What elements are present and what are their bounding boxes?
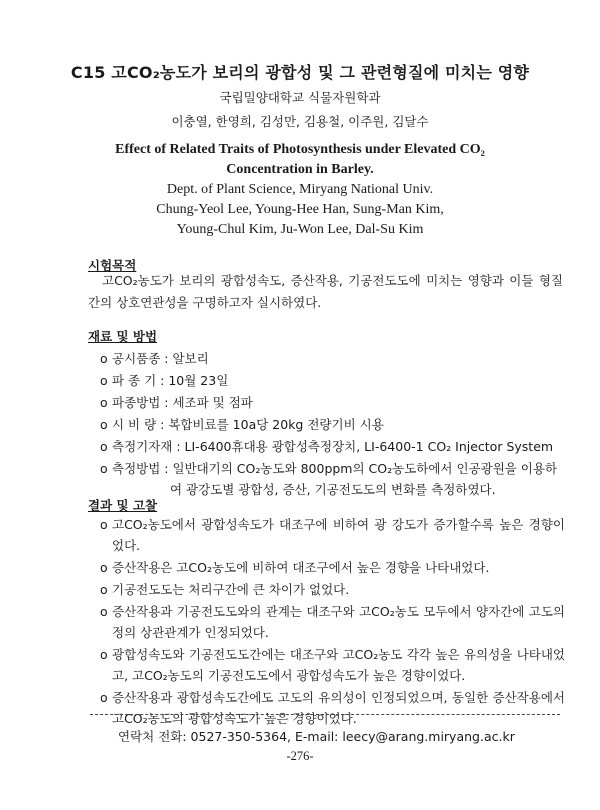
list-item [100, 601, 565, 643]
list-item [100, 436, 565, 457]
affiliation-english: Dept. of Plant Science, Miryang National Univ. [166, 182, 434, 197]
list-item-text [112, 458, 565, 500]
list-item-text: 파종방법 : 세조파 및 점파 [112, 395, 253, 410]
bullet-marker: o [100, 373, 108, 388]
list-item-text: 증산작용과 기공전도도와의 관계는 대조구와 고CO₂농도 모두에서 양자간에 고도의 정의 상관관계가 인정되었다. [112, 604, 565, 640]
methods-list [100, 348, 565, 501]
authors-korean: 이충열, 한영희, 김성만, 김용철, 이주원, 김달수 [171, 114, 429, 129]
list-item [100, 414, 565, 435]
list-item-text: 광합성속도와 기공전도도간에는 대조구와 고CO₂농도 각각 높은 유의성을 나타내었고, 고CO₂농도의 기공전도도에서 광합성속도가 높은 경향이었다. [112, 647, 565, 683]
list-item [100, 687, 565, 729]
bullet-marker: o [100, 604, 108, 619]
bullet-marker: o [100, 647, 108, 662]
bullet-marker: o [100, 690, 108, 705]
list-item-line-1: 측정방법 : 일반대기의 CO₂농도와 800ppm의 CO₂농도하에서 인공광원을 이용하 [112, 461, 558, 476]
contact-info: 연락처 전화: 0527-350-5364, E-mail: leecy@arang.miryang.ac.kr [118, 729, 515, 744]
list-item-text: 증산작용은 고CO₂농도에 비하여 대조구에서 높은 경향을 나타내었다. [112, 560, 490, 575]
affiliation-korean: 국립밀양대학교 식물자원학과 [219, 90, 381, 105]
list-item [100, 392, 565, 413]
list-item-text: 공시품종 : 알보리 [112, 351, 209, 366]
list-item-text: 파 종 기 : 10월 23일 [112, 373, 229, 388]
authors-english-line-2: Young-Chul Kim, Ju-Won Lee, Dal-Su Kim [176, 222, 424, 237]
bullet-marker: o [100, 439, 108, 454]
results-list [100, 514, 565, 730]
list-item-text: 시 비 량 : 복합비료를 10a당 20kg 전량기비 시용 [112, 417, 384, 432]
bullet-marker: o [100, 560, 108, 575]
bullet-marker: o [100, 517, 108, 532]
list-item-text: 증산작용과 광합성속도간에도 고도의 유의성이 인정되었으며, 동일한 증산작용에서 고CO₂농도의 광합성속도가 높은 경향이었다. [112, 690, 565, 726]
english-title [0, 140, 600, 180]
list-item [100, 458, 565, 500]
results-heading: 결과 및 고찰 [88, 498, 158, 513]
bullet-marker: o [100, 395, 108, 410]
list-item [100, 514, 565, 556]
objective-heading: 시험목적 [88, 258, 137, 273]
bullet-marker: o [100, 461, 108, 476]
list-item-text: 기공전도도는 처리구간에 큰 차이가 없었다. [112, 582, 350, 597]
list-item [100, 557, 565, 578]
list-item [100, 348, 565, 369]
list-item [100, 370, 565, 391]
authors-english [0, 200, 600, 240]
bullet-marker: o [100, 351, 108, 366]
list-item-text: 측정기자재 : LI-6400휴대용 광합성측정장치, LI-6400-1 CO₂ Injector System [112, 439, 554, 454]
objective-text: 고CO₂농도가 보리의 광합성속도, 증산작용, 기공전도도에 미치는 영향과 이들 형질간의 상호연관성을 구명하고자 실시하였다. [88, 273, 563, 310]
list-item [100, 644, 565, 686]
list-item-line-2: 여 광강도별 광합성, 증산, 기공전도도의 변화를 측정하였다. [170, 482, 496, 497]
english-title-line-2: Concentration in Barley. [226, 162, 374, 177]
list-item [100, 579, 565, 600]
separator-line [90, 714, 560, 715]
methods-heading: 재료 및 방법 [88, 329, 158, 344]
bullet-marker: o [100, 582, 108, 597]
page-number: -276- [286, 749, 314, 763]
authors-english-line-1: Chung-Yeol Lee, Young-Hee Han, Sung-Man Kim, [156, 202, 444, 217]
english-title-line-1: Effect of Related Traits of Photosynthesis under Elevated CO₂ [115, 142, 485, 157]
paper-title: C15 고CO₂농도가 보리의 광합성 및 그 관련형질에 미치는 영향 [70, 63, 530, 82]
list-item-text: 고CO₂농도에서 광합성속도가 대조구에 비하여 광 강도가 증가할수록 높은 경향이었다. [112, 517, 565, 553]
bullet-marker: o [100, 417, 108, 432]
